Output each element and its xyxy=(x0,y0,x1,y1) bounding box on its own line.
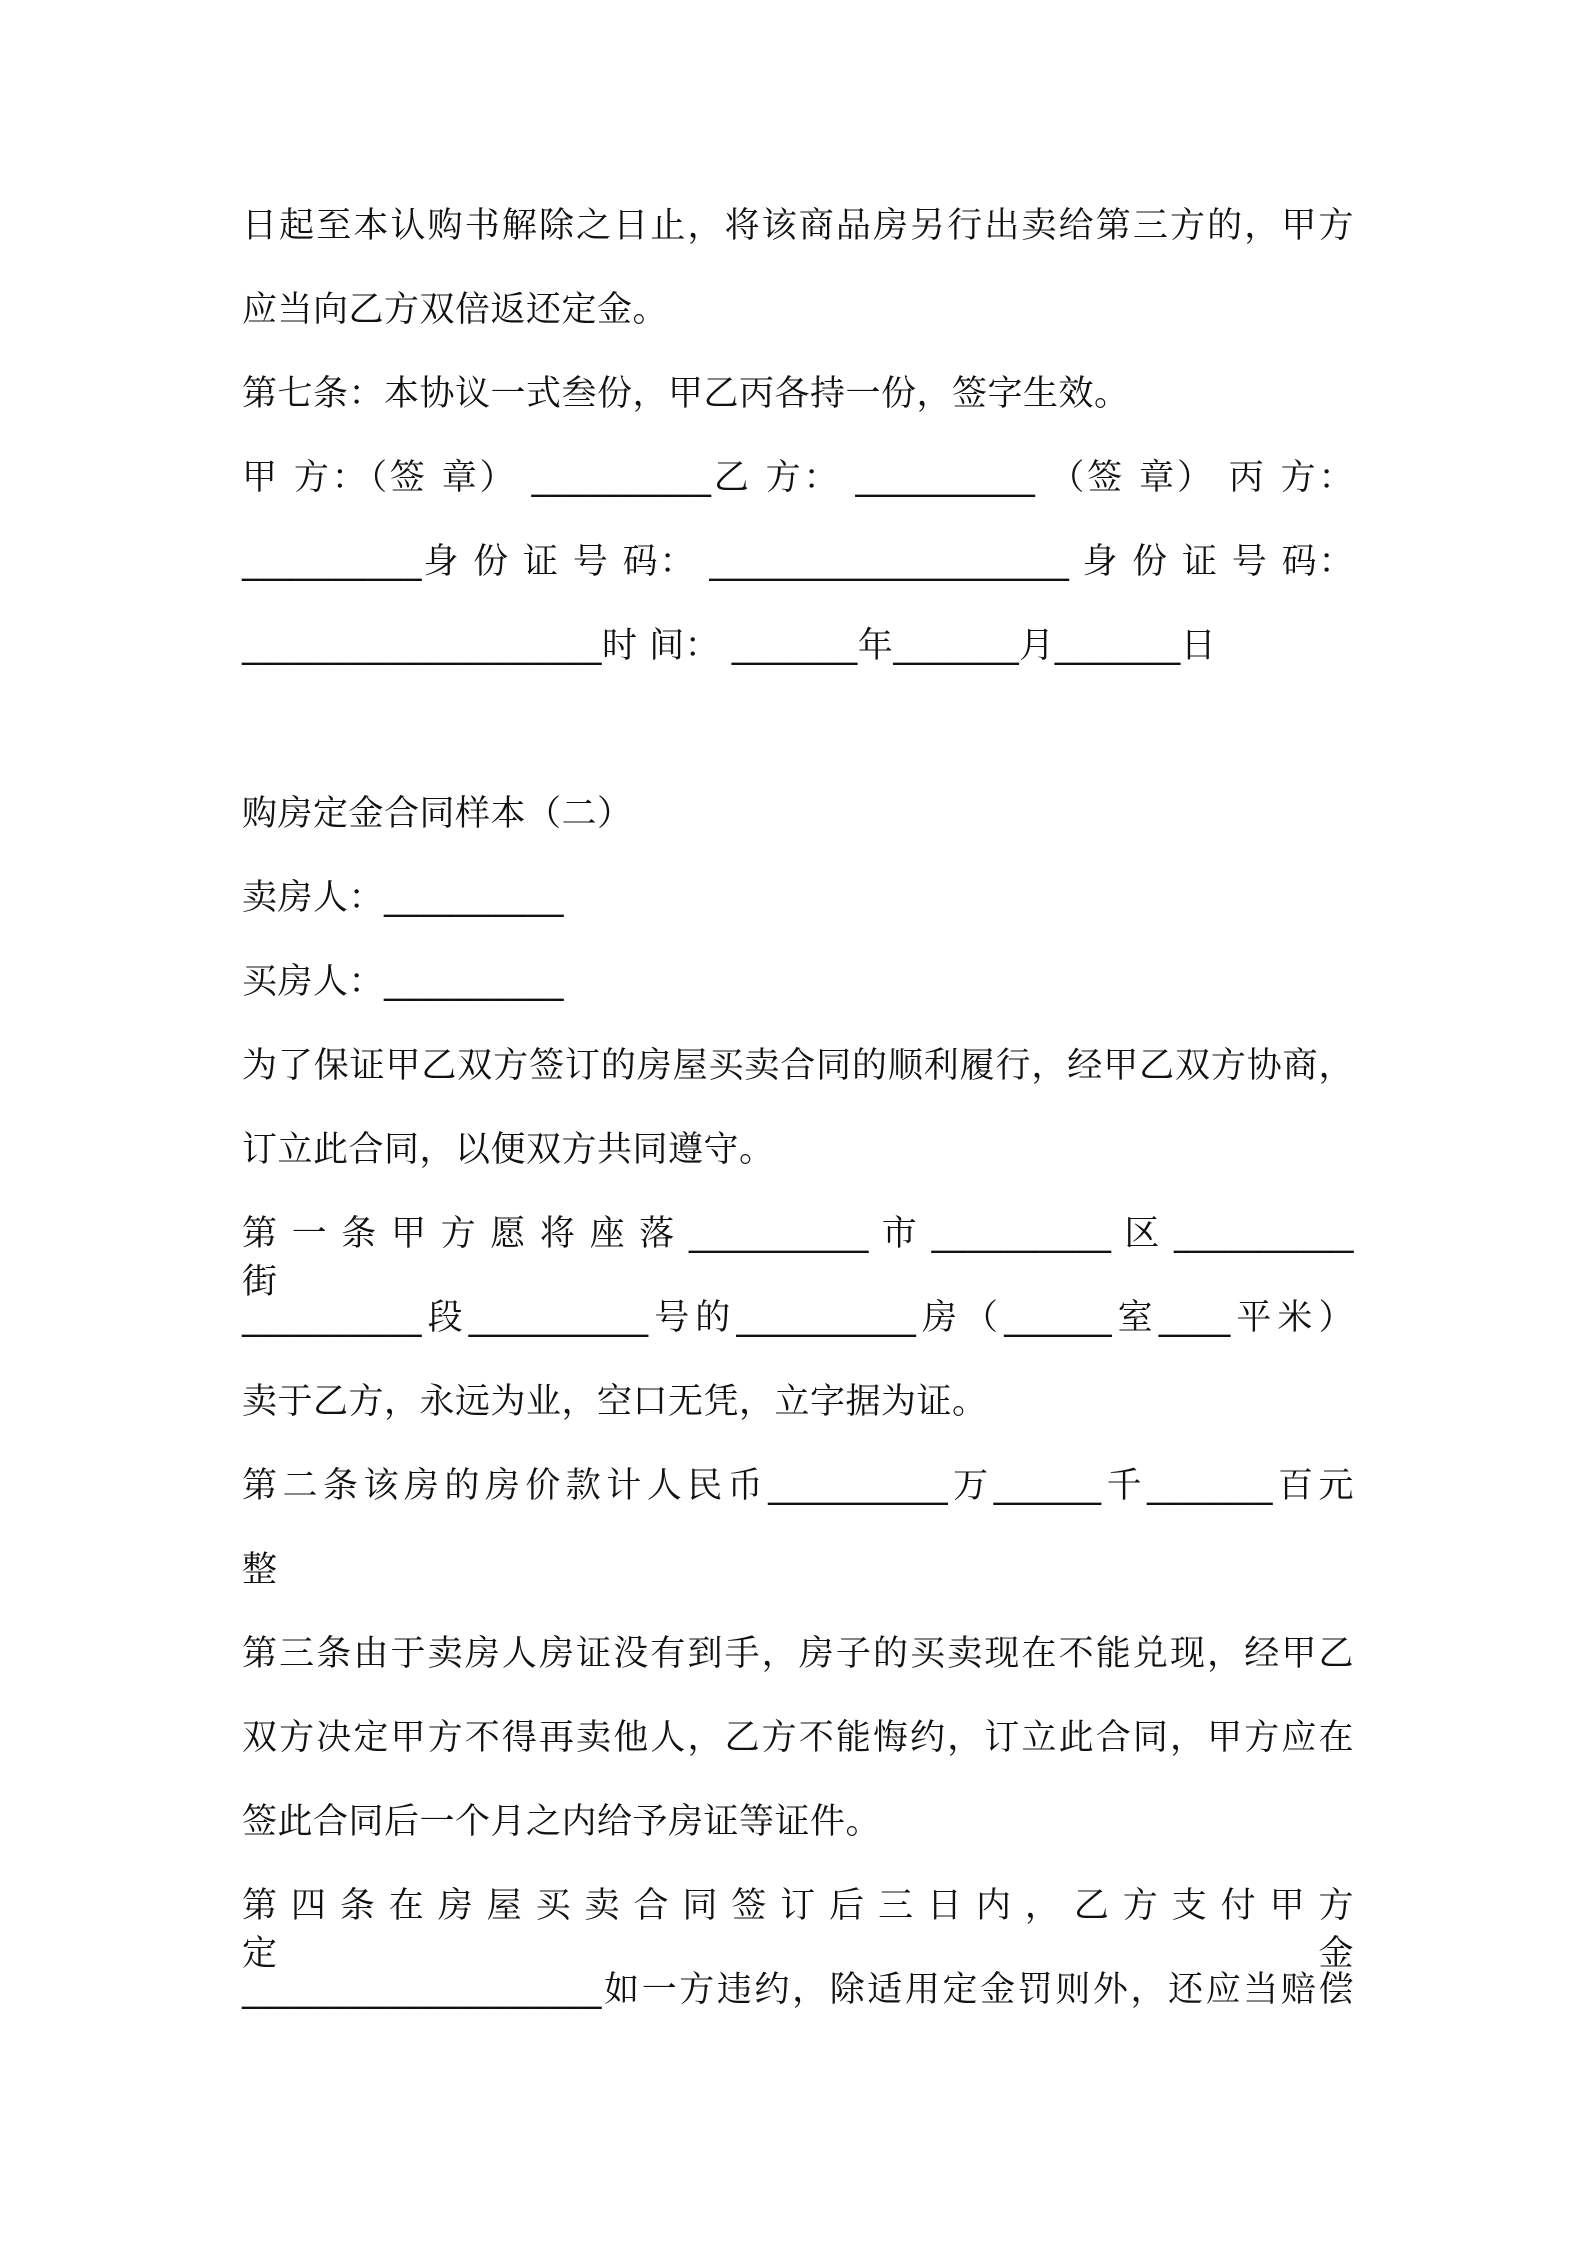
id-number-line: __________身 份 证 号 码： ____________________ 身 份 证 号 码： xyxy=(242,542,1354,582)
article-1-line: __________段__________号的__________房（______室____平米） xyxy=(242,1298,1354,1338)
seller-field: 卖房人：__________ xyxy=(242,878,565,918)
article-1-line: 卖于乙方，永远为业，空口无凭，立字据为证。 xyxy=(242,1382,988,1422)
date-line: ____________________时 间： _______年_______月_______日 xyxy=(242,626,1217,666)
article-2-line: 整 xyxy=(242,1550,278,1590)
text-line: 第七条：本协议一式叁份，甲乙丙各持一份，签字生效。 xyxy=(242,374,1130,414)
article-2-line: 第二条该房的房价款计人民币__________万______千_______百元 xyxy=(242,1466,1354,1506)
text-line: 订立此合同，以便双方共同遵守。 xyxy=(242,1130,775,1170)
text-line: 应当向乙方双倍返还定金。 xyxy=(242,290,669,330)
article-3-line: 第三条由于卖房人房证没有到手，房子的买卖现在不能兑现，经甲乙 xyxy=(242,1634,1354,1674)
text-line: 日起至本认购书解除之日止，将该商品房另行出卖给第三方的，甲方 xyxy=(242,206,1354,246)
article-4-line: ____________________如一方违约，除适用定金罚则外，还应当赔偿 xyxy=(242,1970,1354,2010)
article-3-line: 签此合同后一个月之内给予房证等证件。 xyxy=(242,1802,882,1842)
article-4-line: 第 四 条 在 房 屋 买 卖 合 同 签 订 后 三 日 内 ， 乙 方 支 付 甲 方 定 金 xyxy=(242,1886,1354,1974)
section-title: 购房定金合同样本（二） xyxy=(242,794,633,834)
buyer-field: 买房人：__________ xyxy=(242,962,565,1002)
article-1-line: 第 一 条 甲 方 愿 将 座 落 __________ 市 __________ 区 __________ 街 xyxy=(242,1214,1354,1302)
text-line: 为了保证甲乙双方签订的房屋买卖合同的顺利履行，经甲乙双方协商， xyxy=(242,1046,1354,1086)
signature-line: 甲 方：（签 章） __________乙 方： __________ （签 章） 丙 方： xyxy=(242,458,1354,498)
article-3-line: 双方决定甲方不得再卖他人，乙方不能悔约，订立此合同，甲方应在 xyxy=(242,1718,1354,1758)
